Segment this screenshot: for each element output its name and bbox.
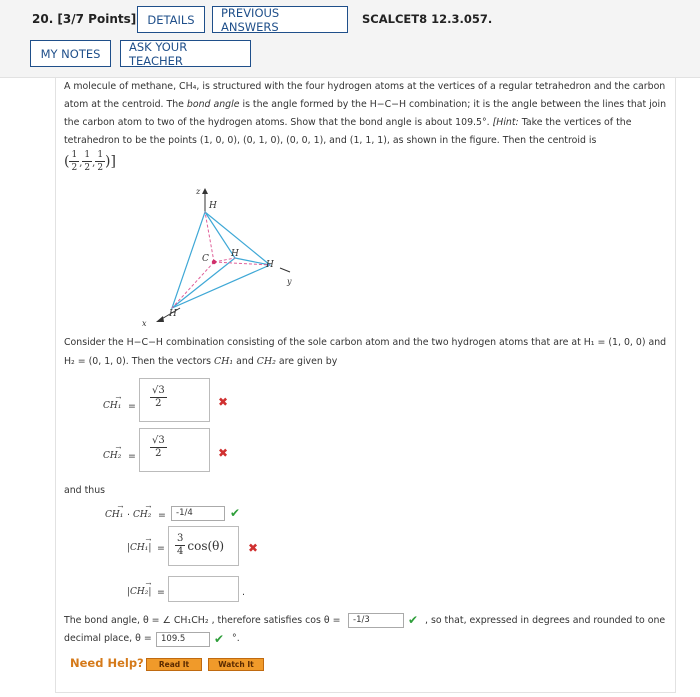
y-label: y [287,277,292,286]
h-bottom-label: H [169,309,177,319]
consider-line-2: H₂ = (0, 1, 0). Then the vectors CH₁ and CH₂ are given by [64,356,338,367]
and-thus-text: and thus [64,485,106,496]
correct-icon: ✔ [214,632,225,646]
read-it-button[interactable]: Read It [146,658,202,671]
h-right-label: H [266,260,274,270]
h-mid-label: H [231,249,239,259]
x-label: x [142,319,147,328]
mag2-answer-box[interactable] [168,576,239,602]
c-label: C [202,254,209,264]
hint-label: [Hint: [492,117,519,128]
final-line-2: decimal place, θ = [64,633,152,644]
ask-your-teacher-button[interactable]: ASK YOUR TEACHER [120,40,251,67]
carbon-atom [212,260,216,264]
problem-line-3: the carbon atom to two of the hydrogen atoms. Show that the bond angle is about 109.5°. [Hint: Take the vertices of the [64,117,632,128]
cos-theta-input[interactable]: -1/3 [348,613,404,628]
tetrahedron-figure [130,180,310,330]
dot-product-input[interactable]: -1/4 [171,506,225,521]
need-help-label: Need Help? [70,656,144,670]
x-axis-arrow [156,316,164,322]
edge-mid-right [235,258,270,265]
question-number: 20. [3/7 Points] [32,12,137,26]
incorrect-icon: ✖ [248,541,259,555]
z-axis-arrow [202,188,208,194]
final-line-1a: The bond angle, θ = ∠ CH₁CH₂ , therefore satisfies cos θ = [64,615,341,626]
watch-it-button[interactable]: Watch It [208,658,264,671]
bond-c-bottom [172,262,214,308]
details-button[interactable]: DETAILS [137,6,205,33]
correct-icon: ✔ [230,506,241,520]
h-top-label: H [209,201,217,211]
mag1-answer-box[interactable]: $\frac{3}{4}$ cos(θ) [168,526,239,566]
problem-line-4: tetrahedron to be the points (1, 0, 0), (0, 1, 0), (0, 0, 1), and (1, 1, 1), as shown in the figure. Then the centroid is [64,135,597,146]
correct-icon: ✔ [408,613,419,627]
problem-line-1: A molecule of methane, CH₄, is structured with the four hydrogen atoms at the vertices of a regular tetrahedron and the carbon [64,81,666,92]
y-axis [280,268,290,272]
ch2-answer-box[interactable]: $\frac{√3}{2}$ [139,428,210,472]
dot-ch2-label: → CH₂ [133,503,152,520]
centroid-expression: ( $\frac{1}{2}$ , $\frac{1}{2}$ , $\frac{1}{2}$ )] [64,150,116,173]
final-line-1b: , so that, expressed in degrees and rounded to one [425,615,666,626]
ch1-label: → CH₁ [103,394,122,411]
mag1-label: → |CH₁| [127,536,152,553]
edge-mid-bottom [172,258,235,308]
problem-code: SCALCET8 12.3.057. [362,12,493,26]
my-notes-button[interactable]: MY NOTES [30,40,111,67]
ch2-label: → CH₂ [103,444,122,461]
incorrect-icon: ✖ [218,446,229,460]
problem-line-2: atom at the centroid. The bond angle is the angle formed by the H−C−H combination; it is the angle between the lines that join [64,99,667,110]
tetrahedron-outer [172,212,270,308]
question-header [0,0,700,78]
z-label: z [196,187,201,196]
previous-answers-button[interactable]: PREVIOUS ANSWERS [212,6,348,33]
consider-line-1: Consider the H−C−H combination consisting of the sole carbon atom and the two hydrogen atoms that are at H₁ = (1, 0, 0) and [64,337,667,348]
ch1-answer-box[interactable]: $\frac{√3}{2}$ [139,378,210,422]
dot-ch1-label: → CH₁ [105,503,124,520]
incorrect-icon: ✖ [218,395,229,409]
theta-input[interactable]: 109.5 [156,632,210,647]
mag2-label: → |CH₂| [127,580,152,597]
